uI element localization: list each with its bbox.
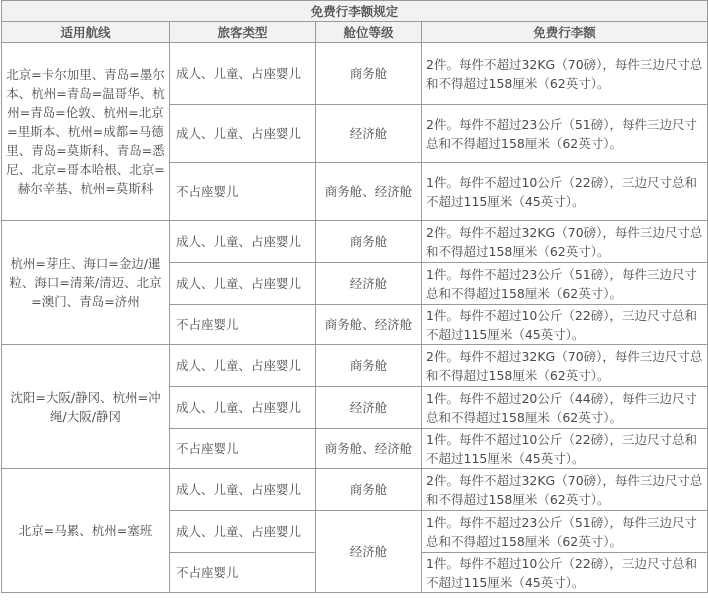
cabin-class-cell: 商务舱	[316, 221, 422, 263]
passenger-type-cell: 成人、儿童、占座婴儿	[170, 263, 316, 305]
passenger-type-cell: 不占座婴儿	[170, 305, 316, 345]
cabin-class-cell: 商务舱、经济舱	[316, 305, 422, 345]
passenger-type-cell: 不占座婴儿	[170, 163, 316, 221]
header-free-allowance: 免费行李额	[422, 22, 708, 43]
allowance-cell: 2件。每件不超过23公斤（51磅），每件三边尺寸总和不得超过158厘米（62英寸）。	[422, 105, 708, 163]
header-cabin-class: 舱位等级	[316, 22, 422, 43]
cabin-class-cell: 经济舱	[316, 105, 422, 163]
passenger-type-cell: 成人、儿童、占座婴儿	[170, 221, 316, 263]
passenger-type-cell: 成人、儿童、占座婴儿	[170, 345, 316, 387]
cabin-class-cell: 商务舱	[316, 345, 422, 387]
route-cell: 北京=马累、杭州=塞班	[2, 469, 170, 593]
header-route: 适用航线	[2, 22, 170, 43]
passenger-type-cell: 成人、儿童、占座婴儿	[170, 387, 316, 429]
allowance-cell: 1件。每件不超过23公斤（51磅），每件三边尺寸总和不得超过158厘米（62英寸）。	[422, 263, 708, 305]
cabin-class-cell: 商务舱、经济舱	[316, 163, 422, 221]
cabin-class-cell: 商务舱	[316, 43, 422, 105]
table-title: 免费行李额规定	[2, 1, 708, 22]
passenger-type-cell: 成人、儿童、占座婴儿	[170, 511, 316, 553]
cabin-class-cell: 商务舱、经济舱	[316, 429, 422, 469]
table-row	[2, 345, 708, 387]
allowance-cell: 2件。每件不超过32KG（70磅），每件三边尺寸总和不得超过158厘米（62英寸）。	[422, 221, 708, 263]
baggage-allowance-table	[1, 0, 708, 593]
allowance-cell: 2件。每件不超过32KG（70磅），每件三边尺寸总和不得超过158厘米（62英寸）。	[422, 43, 708, 105]
cabin-class-cell: 经济舱	[316, 511, 422, 593]
cabin-class-cell: 商务舱	[316, 469, 422, 511]
cabin-class-cell: 经济舱	[316, 263, 422, 305]
table-row	[2, 43, 708, 105]
header-passenger-type: 旅客类型	[170, 22, 316, 43]
cabin-class-cell: 经济舱	[316, 387, 422, 429]
allowance-cell: 1件。每件不超过20公斤（44磅），每件三边尺寸总和不得超过158厘米（62英寸）。	[422, 387, 708, 429]
allowance-cell: 1件。每件不超过10公斤（22磅），三边尺寸总和不超过115厘米（45英寸）。	[422, 429, 708, 469]
allowance-cell: 2件。每件不超过32KG（70磅），每件三边尺寸总和不得超过158厘米（62英寸）。	[422, 469, 708, 511]
route-cell: 北京=卡尔加里、青岛=墨尔本、杭州=青岛=温哥华、杭州=青岛=伦敦、杭州=北京=里斯本、杭州=成都=马德里、青岛=莫斯科、青岛=悉尼、北京=哥本哈根、北京=赫尔辛基、杭州=莫斯科	[2, 43, 170, 221]
passenger-type-cell: 成人、儿童、占座婴儿	[170, 105, 316, 163]
allowance-cell: 2件。每件不超过32KG（70磅），每件三边尺寸总和不得超过158厘米（62英寸）。	[422, 345, 708, 387]
route-cell: 沈阳=大阪/静冈、杭州=冲绳/大阪/静冈	[2, 345, 170, 469]
table-row	[2, 221, 708, 263]
allowance-cell: 1件。每件不超过23公斤（51磅），每件三边尺寸总和不得超过158厘米（62英寸）。	[422, 511, 708, 553]
allowance-cell: 1件。每件不超过10公斤（22磅），三边尺寸总和不超过115厘米（45英寸）。	[422, 553, 708, 593]
passenger-type-cell: 成人、儿童、占座婴儿	[170, 469, 316, 511]
passenger-type-cell: 不占座婴儿	[170, 429, 316, 469]
allowance-cell: 1件。每件不超过10公斤（22磅），三边尺寸总和不超过115厘米（45英寸）。	[422, 163, 708, 221]
passenger-type-cell: 不占座婴儿	[170, 553, 316, 593]
route-cell: 杭州=芽庄、海口=金边/暹粒、海口=清莱/清迈、北京=澳门、青岛=济州	[2, 221, 170, 345]
passenger-type-cell: 成人、儿童、占座婴儿	[170, 43, 316, 105]
allowance-cell: 1件。每件不超过10公斤（22磅），三边尺寸总和不超过115厘米（45英寸）。	[422, 305, 708, 345]
table-row	[2, 469, 708, 511]
